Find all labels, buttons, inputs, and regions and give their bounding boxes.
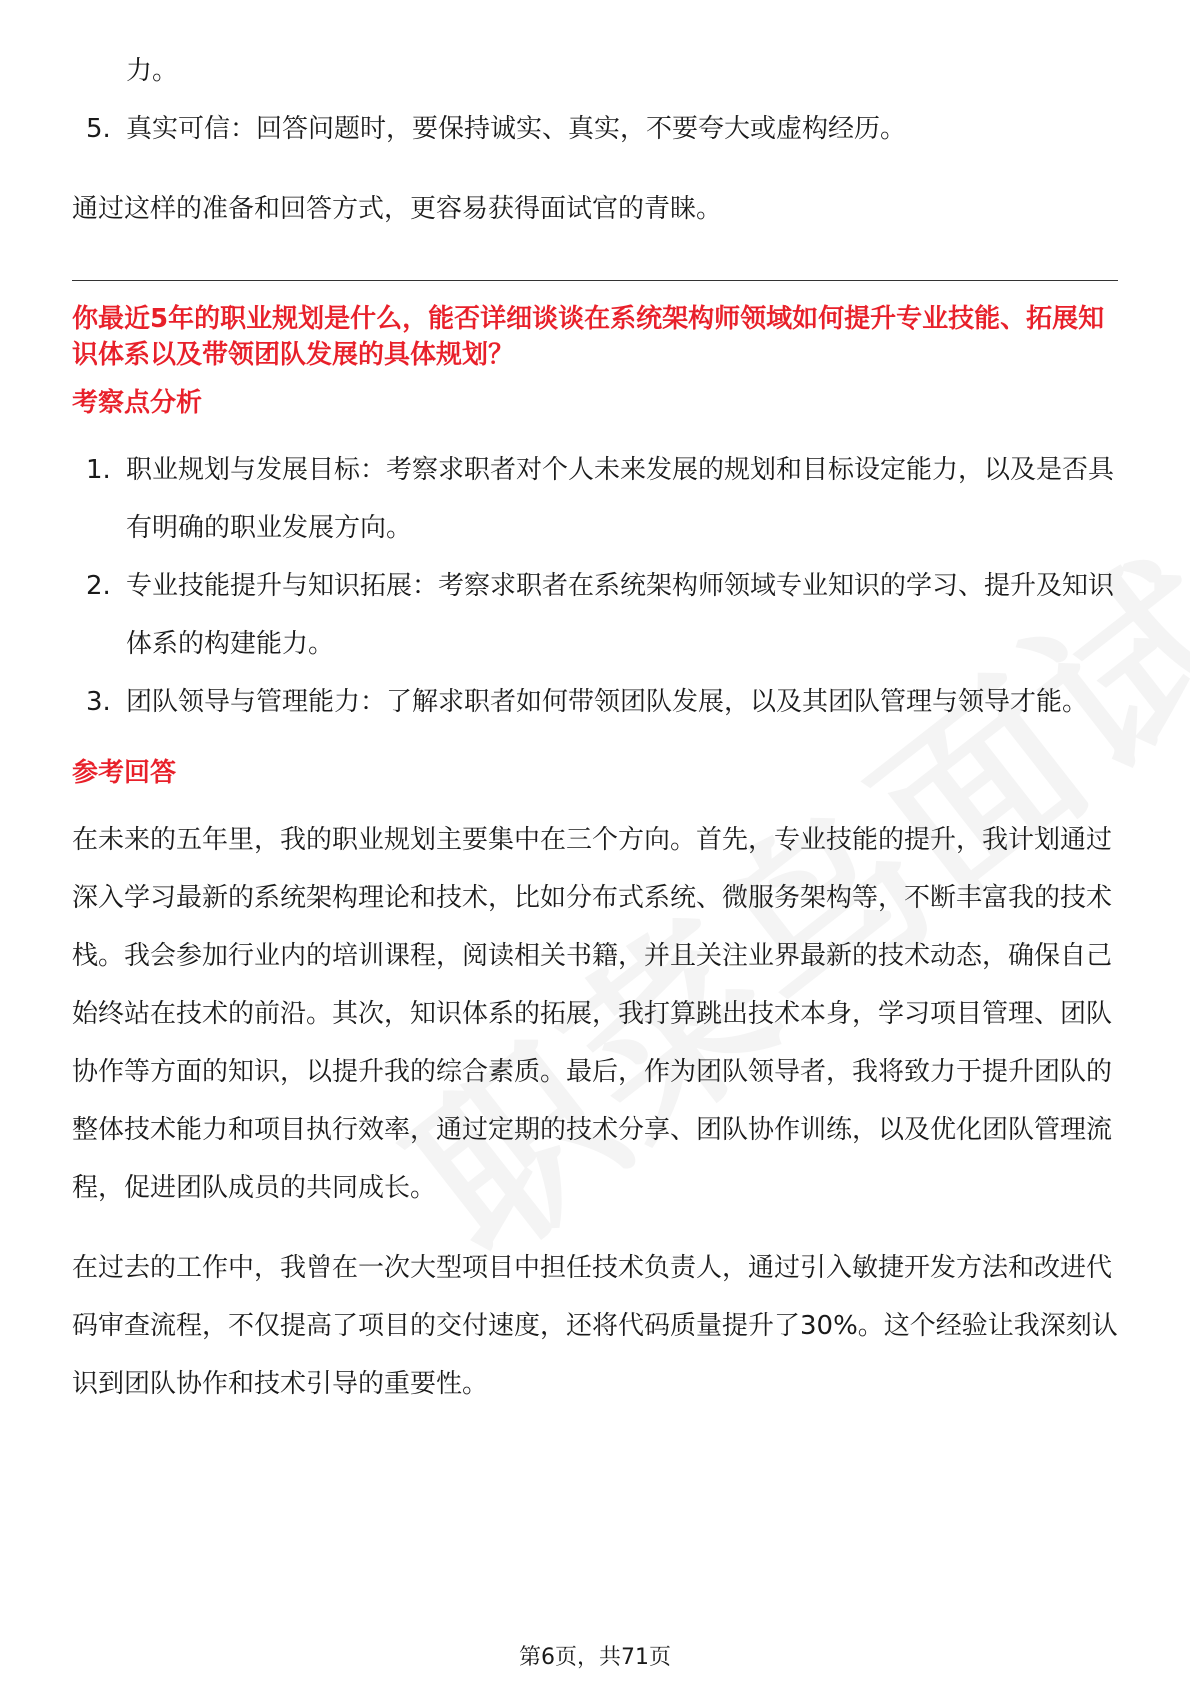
list-item — [72, 441, 1118, 557]
list-number: 1. — [86, 455, 111, 485]
list-number: 3. — [86, 687, 111, 717]
list-item — [72, 100, 1118, 158]
list-item-text: 真实可信：回答问题时，要保持诚实、真实，不要夸大或虚构经历。 — [126, 114, 907, 144]
interview-question: 你最近5年的职业规划是什么，能否详细谈谈在系统架构师领域如何提升专业技能、拓展知识体系以及带领团队发展的具体规划？ — [72, 304, 1105, 370]
list-number: 2. — [86, 571, 111, 601]
analysis-heading: 考察点分析 — [72, 388, 203, 418]
list-item-text: 职业规划与发展目标：考察求职者对个人未来发展的规划和目标设定能力，以及是否具有明确的职业发展方向。 — [126, 455, 1115, 543]
analysis-list — [72, 441, 1118, 731]
list-item-text: 力。 — [126, 56, 179, 86]
conclusion-paragraph: 通过这样的准备和回答方式，更容易获得面试官的青睐。 — [72, 194, 723, 224]
list-item — [72, 557, 1118, 673]
document-body — [72, 42, 1118, 1413]
top-list — [72, 100, 1118, 158]
answer-paragraph: 在过去的工作中，我曾在一次大型项目中担任技术负责人，通过引入敏捷开发方法和改进代码审查流程，不仅提高了项目的交付速度，还将代码质量提升了30%。这个经验让我深刻认识到团队协作和技术引导的重要性。 — [72, 1253, 1118, 1399]
list-item-text: 团队领导与管理能力：了解求职者如何带领团队发展，以及其团队管理与领导才能。 — [126, 687, 1089, 717]
page-footer: 第6页，共71页 — [519, 1645, 671, 1670]
list-number: 5. — [86, 114, 111, 144]
answer-heading: 参考回答 — [72, 758, 177, 788]
list-item — [72, 673, 1118, 731]
list-item-text: 专业技能提升与知识拓展：考察求职者在系统架构师领域专业知识的学习、提升及知识体系的构建能力。 — [126, 571, 1115, 659]
list-item-continuation — [72, 42, 1118, 100]
answer-paragraph: 在未来的五年里，我的职业规划主要集中在三个方向。首先，专业技能的提升，我计划通过深入学习最新的系统架构理论和技术，比如分布式系统、微服务架构等，不断丰富我的技术栈。我会参加行业内的培训课程，阅读相关书籍，并且关注业界最新的技术动态，确保自己始终站在技术的前沿。其次，知识体系的拓展，我打算跳出技术本身，学习项目管理、团队协作等方面的知识，以提升我的综合素质。最后，作为团队领导者，我将致力于提升团队的整体技术能力和项目执行效率，通过定期的技术分享、团队协作训练，以及优化团队管理流程，促进团队成员的共同成长。 — [72, 825, 1113, 1203]
